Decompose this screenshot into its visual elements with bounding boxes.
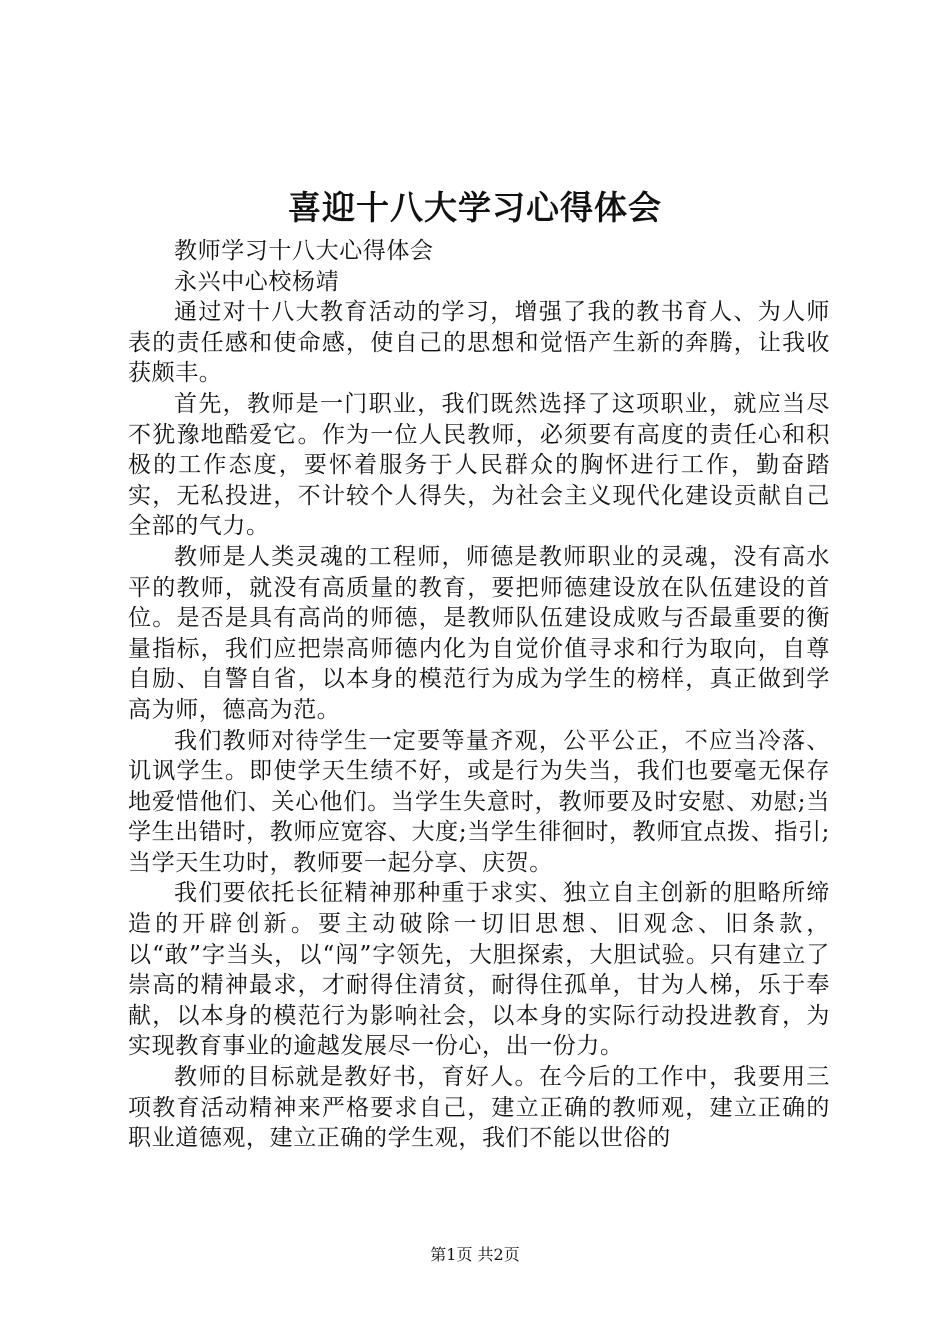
document-title: 喜迎十八大学习心得体会: [288, 188, 662, 227]
paragraph: 教师的目标就是教好书，育好人。在今后的工作中，我要用三项教育活动精神来严格要求自己，建立正确的教师观，建立正确的职业道德观，建立正确的学生观，我们不能以世俗的: [128, 1064, 830, 1152]
paragraph: 首先，教师是一门职业，我们既然选择了这项职业，就应当尽不犹豫地酷爱它。作为一位人民教师，必须要有高度的责任心和积极的工作态度，要怀着服务于人民群众的胸怀进行工作，勤奋踏实，无私投进，不计较个人得失，为社会主义现代化建设贡献自己全部的气力。: [128, 390, 830, 540]
paragraph: 通过对十八大教育活动的学习，增强了我的教书育人、为人师表的责任感和使命感，使自己的思想和觉悟产生新的奔腾，让我收获颇丰。: [128, 299, 830, 387]
paragraph-author: 永兴中心校杨靖: [174, 268, 340, 295]
page-footer: 第1页 共2页: [430, 1245, 520, 1264]
paragraph: 我们要依托长征精神那种重于求实、独立自主创新的胆略所缔造的开辟创新。要主动破除一切旧思想、旧观念、旧条款，以“敢”字当头，以“闯”字领先，大胆探索，大胆试验。只有建立了崇高的精神最求，才耐得住清贫，耐得住孤单，甘为人梯，乐于奉献，以本身的模范行为影响社会，以本身的实际行动投进教育，为实现教育事业的逾越发展尽一份心，出一份力。: [128, 880, 830, 1060]
paragraph-subtitle: 教师学习十八大心得体会: [174, 238, 434, 264]
paragraph: 我们教师对待学生一定要等量齐观，公平公正，不应当冷落、讥讽学生。即使学天生绩不好，或是行为失当，我们也要毫无保存地爱惜他们、关心他们。当学生失意时，教师要及时安慰、劝慰;当学生出错时，教师应宽容、大度;当学生徘徊时，教师宜点拨、指引;当学天生功时，教师要一起分享、庆贺。: [128, 727, 830, 876]
paragraph: 教师是人类灵魂的工程师，师德是教师职业的灵魂，没有高水平的教师，就没有高质量的教育，要把师德建设放在队伍建设的首位。是否是具有高尚的师德，是教师队伍建设成败与否最重要的衡量指标，我们应把崇高师德内化为自觉价值寻求和行为取向，自尊自励、自警自省，以本身的模范行为成为学生的榜样，真正做到学高为师，德高为范。: [128, 543, 830, 723]
document-body: [128, 236, 830, 1154]
